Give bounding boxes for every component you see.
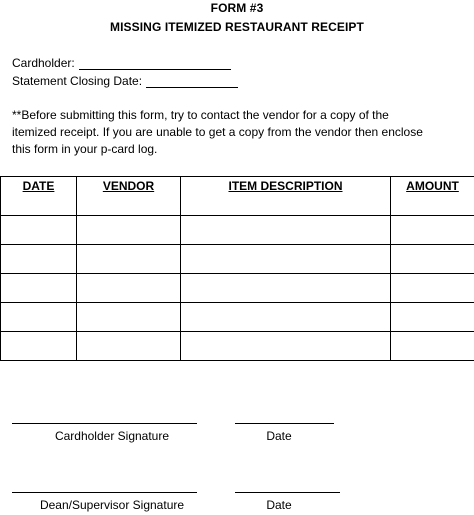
item-description-cell[interactable] [181, 274, 391, 303]
column-header-amount: AMOUNT [391, 177, 474, 216]
cardholder-label: Cardholder: [12, 56, 75, 70]
cardholder-signature-line[interactable] [12, 423, 197, 424]
cardholder-date-line[interactable] [235, 423, 334, 424]
table-header-row [1, 177, 474, 216]
closing-date-blank[interactable] [146, 74, 238, 88]
amount-cell[interactable] [391, 332, 474, 361]
date-cell[interactable] [1, 332, 77, 361]
item-description-cell[interactable] [181, 303, 391, 332]
cardholder-date-label: Date [266, 429, 292, 443]
amount-cell[interactable] [391, 216, 474, 245]
receipt-log-table [0, 176, 474, 361]
closing-date-label: Statement Closing Date: [12, 74, 143, 88]
amount-cell[interactable] [391, 303, 474, 332]
table-row [1, 245, 474, 274]
closing-date-field [12, 74, 238, 88]
instructions-paragraph [12, 107, 432, 158]
column-header-item-description: ITEM DESCRIPTION [181, 177, 391, 216]
instructions-line: this form in your p-card log. [12, 142, 158, 156]
vendor-cell[interactable] [77, 245, 181, 274]
amount-cell[interactable] [391, 274, 474, 303]
item-description-cell[interactable] [181, 216, 391, 245]
supervisor-signature-label: Dean/Supervisor Signature [39, 498, 185, 512]
date-cell[interactable] [1, 274, 77, 303]
table-row [1, 303, 474, 332]
form-number: FORM #3 [210, 1, 264, 15]
table-row [1, 216, 474, 245]
vendor-cell[interactable] [77, 216, 181, 245]
vendor-cell[interactable] [77, 332, 181, 361]
item-description-cell[interactable] [181, 332, 391, 361]
instructions-line: itemized receipt. If you are unable to get a copy from the vendor then enclose [12, 125, 423, 139]
supervisor-date-line[interactable] [235, 492, 340, 493]
date-cell[interactable] [1, 303, 77, 332]
form-title: MISSING ITEMIZED RESTAURANT RECEIPT [110, 20, 364, 34]
date-cell[interactable] [1, 216, 77, 245]
supervisor-date-label: Date [266, 498, 292, 512]
column-header-vendor: VENDOR [77, 177, 181, 216]
item-description-cell[interactable] [181, 245, 391, 274]
column-header-date: DATE [1, 177, 77, 216]
date-cell[interactable] [1, 245, 77, 274]
table-row [1, 332, 474, 361]
cardholder-blank[interactable] [79, 56, 231, 70]
amount-cell[interactable] [391, 245, 474, 274]
cardholder-signature-label: Cardholder Signature [54, 429, 170, 443]
instructions-line: **Before submitting this form, try to contact the vendor for a copy of the [12, 108, 389, 122]
cardholder-field [12, 56, 231, 70]
vendor-cell[interactable] [77, 303, 181, 332]
supervisor-signature-line[interactable] [12, 492, 197, 493]
table-row [1, 274, 474, 303]
vendor-cell[interactable] [77, 274, 181, 303]
